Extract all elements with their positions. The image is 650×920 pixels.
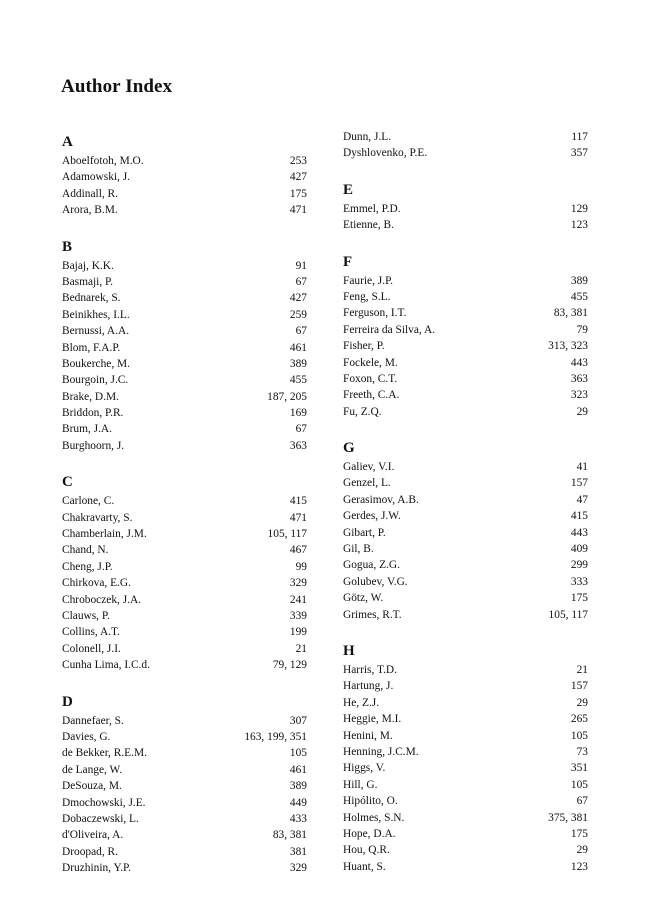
author-name: Addinall, R.	[62, 187, 119, 200]
author-name: Golubev, V.G.	[343, 575, 408, 588]
author-name: Etienne, B.	[343, 219, 394, 232]
index-entry	[62, 526, 307, 542]
index-section-c	[62, 471, 307, 673]
index-entry	[62, 844, 307, 860]
author-name: Aboelfotoh, M.O.	[62, 155, 144, 167]
page-numbers: 299	[570, 559, 588, 572]
page-numbers: 357	[570, 147, 588, 160]
page-numbers: 253	[289, 155, 307, 167]
page-numbers: 83, 381	[272, 829, 307, 842]
page-numbers: 313, 323	[548, 340, 588, 353]
page-numbers: 123	[570, 219, 588, 232]
author-name: DeSouza, M.	[62, 780, 122, 793]
index-entry	[343, 842, 588, 858]
page-numbers: 157	[570, 477, 588, 490]
index-entry	[62, 389, 307, 405]
index-entry	[343, 387, 588, 403]
author-name: Fockele, M.	[343, 356, 398, 369]
page-numbers: 427	[289, 292, 307, 305]
author-name: Brum, J.A.	[62, 423, 112, 436]
page-numbers: 105	[570, 778, 588, 791]
index-entry	[343, 201, 588, 217]
index-entry	[343, 557, 588, 573]
author-name: Dmochowski, J.E.	[62, 796, 146, 809]
author-name: Bajaj, K.K.	[62, 259, 114, 272]
author-name: Gerasimov, A.B.	[343, 493, 419, 506]
author-name: Gogua, Z.G.	[343, 559, 400, 572]
author-name: Henning, J.C.M.	[343, 745, 419, 758]
author-name: Burghoorn, J.	[62, 439, 125, 452]
page-numbers: 187, 205	[267, 390, 307, 403]
page-numbers: 91	[295, 259, 307, 272]
author-name: Bernussi, A.A.	[62, 325, 130, 338]
author-name: Grimes, R.T.	[343, 608, 402, 621]
index-entry	[62, 323, 307, 339]
author-name: Freeth, C.A.	[343, 389, 400, 402]
author-name: d'Oliveira, A.	[62, 829, 124, 842]
author-name: Bednarek, S.	[62, 292, 121, 305]
author-name: Dobaczewski, L.	[62, 812, 139, 825]
index-entry	[62, 356, 307, 372]
author-name: Hope, D.A.	[343, 827, 396, 840]
index-entry	[343, 777, 588, 793]
index-entry	[343, 695, 588, 711]
index-entry	[343, 590, 588, 606]
section-letter: F	[343, 253, 353, 270]
author-name: Droopad, R.	[62, 845, 118, 858]
author-name: Gerdes, J.W.	[343, 510, 401, 523]
author-name: He, Z.J.	[343, 696, 380, 709]
page-numbers: 73	[576, 745, 588, 758]
author-name: Heggie, M.I.	[343, 713, 402, 726]
author-name: Beinikhes, I.L.	[62, 308, 130, 321]
index-entry	[343, 574, 588, 590]
page-numbers: 375, 381	[548, 811, 588, 824]
author-name: Dunn, J.L.	[343, 131, 392, 143]
index-entry	[62, 493, 307, 509]
page-numbers: 29	[576, 696, 588, 709]
author-name: Blom, F.A.P.	[62, 341, 121, 354]
index-entry	[62, 713, 307, 729]
index-entry	[343, 217, 588, 233]
author-name: Druzhinin, Y.P.	[62, 862, 131, 875]
index-entry	[62, 153, 307, 169]
page-numbers: 339	[289, 609, 307, 622]
index-entry	[62, 745, 307, 761]
author-name: Boukerche, M.	[62, 357, 131, 370]
author-name: Emmel, P.D.	[343, 202, 401, 215]
index-entry	[343, 371, 588, 387]
index-entry	[343, 744, 588, 760]
index-entry	[343, 508, 588, 524]
author-name: Clauws, P.	[62, 609, 110, 622]
page-numbers: 47	[576, 493, 588, 506]
index-entry	[343, 760, 588, 776]
page-numbers: 169	[289, 407, 307, 420]
author-name: Dannefaer, S.	[62, 714, 124, 727]
index-entry	[343, 289, 588, 305]
page-numbers: 389	[289, 780, 307, 793]
index-entry	[62, 778, 307, 794]
page-numbers: 99	[295, 560, 307, 573]
page-numbers: 427	[289, 171, 307, 184]
index-entry	[62, 186, 307, 202]
page-numbers: 449	[289, 796, 307, 809]
author-name: Chroboczek, J.A.	[62, 593, 142, 606]
page-numbers: 67	[295, 423, 307, 436]
index-section-b	[62, 236, 307, 455]
page-numbers: 443	[570, 356, 588, 369]
index-column-right	[343, 129, 588, 892]
section-letter: C	[62, 474, 73, 491]
index-entry	[343, 859, 588, 875]
page-numbers: 307	[289, 714, 307, 727]
page-title: Author Index	[61, 76, 173, 97]
page-numbers: 329	[289, 862, 307, 875]
index-entry	[62, 575, 307, 591]
index-entry	[62, 438, 307, 454]
page-numbers: 129	[570, 202, 588, 215]
index-entry	[62, 542, 307, 558]
index-entry	[343, 711, 588, 727]
index-entry	[343, 338, 588, 354]
page-numbers: 409	[570, 543, 588, 556]
index-entry	[343, 492, 588, 508]
author-name: Basmaji, P.	[62, 275, 113, 288]
page-numbers: 455	[289, 374, 307, 387]
page-numbers: 323	[570, 389, 588, 402]
author-name: Higgs, V.	[343, 762, 386, 775]
author-name: Hartung, J.	[343, 680, 394, 693]
index-entry	[62, 202, 307, 218]
author-name: Arora, B.M.	[62, 204, 118, 217]
author-name: de Lange, W.	[62, 763, 123, 776]
author-name: Galiev, V.I.	[343, 461, 395, 474]
index-entry	[343, 273, 588, 289]
author-name: Harris, T.D.	[343, 663, 397, 676]
page-numbers: 433	[289, 812, 307, 825]
index-entry	[62, 290, 307, 306]
page-numbers: 351	[570, 762, 588, 775]
author-name: Colonell, J.I.	[62, 642, 121, 655]
index-entry	[343, 145, 588, 161]
page-numbers: 163, 199, 351	[244, 730, 307, 743]
author-name: Feng, S.L.	[343, 290, 391, 303]
page-numbers: 67	[295, 325, 307, 338]
page-numbers: 415	[289, 495, 307, 508]
index-entry	[343, 305, 588, 321]
index-section-a	[62, 131, 307, 219]
page-numbers: 389	[289, 357, 307, 370]
page-numbers: 415	[570, 510, 588, 523]
author-name: Chirkova, E.G.	[62, 577, 131, 590]
page-numbers: 29	[576, 844, 588, 857]
index-entry	[62, 421, 307, 437]
page-numbers: 329	[289, 577, 307, 590]
index-entry	[343, 129, 588, 145]
page-numbers: 455	[570, 290, 588, 303]
author-name: Chand, N.	[62, 544, 109, 557]
author-name: Gibart, P.	[343, 526, 386, 539]
index-entry	[343, 607, 588, 623]
author-name: Dyshlovenko, P.E.	[343, 147, 428, 160]
index-entry	[62, 258, 307, 274]
page-numbers: 67	[576, 795, 588, 808]
page-numbers: 265	[570, 713, 588, 726]
index-entry	[62, 274, 307, 290]
index-entry	[343, 459, 588, 475]
index-entry	[62, 762, 307, 778]
author-name: Chamberlain, J.M.	[62, 528, 147, 541]
index-entry	[62, 860, 307, 876]
page-numbers: 123	[570, 860, 588, 873]
page-numbers: 363	[289, 439, 307, 452]
index-entry	[62, 340, 307, 356]
author-name: Adamowski, J.	[62, 171, 131, 184]
author-name: Ferguson, I.T.	[343, 307, 407, 320]
page-numbers: 461	[289, 341, 307, 354]
page-numbers: 333	[570, 575, 588, 588]
page-numbers: 175	[289, 187, 307, 200]
author-name: Götz, W.	[343, 592, 384, 605]
author-name: Collins, A.T.	[62, 626, 121, 639]
index-entry	[62, 827, 307, 843]
page-numbers: 443	[570, 526, 588, 539]
section-letter: D	[62, 693, 73, 710]
index-entry	[343, 322, 588, 338]
author-name: Bourgoin, J.C.	[62, 374, 129, 387]
author-name: Huant, S.	[343, 860, 386, 873]
page-numbers: 67	[295, 275, 307, 288]
page-numbers: 21	[295, 642, 307, 655]
page-numbers: 381	[289, 845, 307, 858]
index-entry	[343, 525, 588, 541]
author-name: Briddon, P.R.	[62, 407, 124, 420]
author-name: Cheng, J.P.	[62, 560, 113, 573]
page-numbers: 105	[570, 729, 588, 742]
section-letter: B	[62, 238, 73, 255]
author-name: Holmes, S.N.	[343, 811, 405, 824]
author-name: Genzel, L.	[343, 477, 391, 490]
section-letter: G	[343, 440, 355, 457]
index-entry	[62, 624, 307, 640]
index-entry	[62, 559, 307, 575]
index-entry	[62, 729, 307, 745]
index-entry	[62, 592, 307, 608]
page-numbers: 157	[570, 680, 588, 693]
author-name: Fisher, P.	[343, 340, 385, 353]
page-numbers: 241	[289, 593, 307, 606]
page-numbers: 471	[289, 511, 307, 524]
author-name: de Bekker, R.E.M.	[62, 747, 147, 760]
author-name: Faurie, J.P.	[343, 274, 393, 287]
index-entry	[62, 307, 307, 323]
index-entry	[62, 510, 307, 526]
index-entry	[62, 608, 307, 624]
author-name: Fu, Z.Q.	[343, 405, 382, 418]
index-entry	[62, 641, 307, 657]
index-entry	[343, 404, 588, 420]
author-name: Gil, B.	[343, 543, 374, 556]
author-name: Chakravarty, S.	[62, 511, 133, 524]
page-numbers: 21	[576, 663, 588, 676]
author-name: Carlone, C.	[62, 495, 115, 508]
index-entry	[343, 826, 588, 842]
author-name: Brake, D.M.	[62, 390, 119, 403]
author-name: Henini, M.	[343, 729, 393, 742]
page-numbers: 259	[289, 308, 307, 321]
section-letter: E	[343, 181, 354, 198]
index-entry	[343, 678, 588, 694]
page-numbers: 105, 117	[267, 528, 307, 541]
page-numbers: 41	[576, 461, 588, 474]
index-entry	[62, 169, 307, 185]
index-entry	[343, 541, 588, 557]
index-entry	[343, 662, 588, 678]
index-entry	[62, 657, 307, 673]
page-numbers: 471	[289, 204, 307, 217]
index-entry	[343, 728, 588, 744]
index-section-e	[343, 179, 588, 234]
page-numbers: 79	[576, 323, 588, 336]
page-numbers: 467	[289, 544, 307, 557]
index-entry	[343, 793, 588, 809]
index-section-d	[62, 691, 307, 877]
page-numbers: 175	[570, 827, 588, 840]
page-numbers: 461	[289, 763, 307, 776]
author-name: Cunha Lima, I.C.d.	[62, 659, 150, 672]
index-column-left	[62, 131, 307, 893]
index-section-h	[343, 640, 588, 875]
index-entry	[343, 475, 588, 491]
index-entry	[62, 795, 307, 811]
section-letter: A	[62, 134, 73, 150]
index-entry	[62, 372, 307, 388]
page-numbers: 389	[570, 274, 588, 287]
index-section-continued	[343, 129, 588, 162]
page-numbers: 175	[570, 592, 588, 605]
index-entry	[62, 811, 307, 827]
page-numbers: 105	[289, 747, 307, 760]
page-numbers: 83, 381	[553, 307, 588, 320]
index-entry	[343, 810, 588, 826]
page-numbers: 199	[289, 626, 307, 639]
page-numbers: 363	[570, 372, 588, 385]
index-section-f	[343, 251, 588, 421]
author-name: Ferreira da Silva, A.	[343, 323, 436, 336]
index-entry	[343, 355, 588, 371]
page-numbers: 79, 129	[272, 659, 307, 672]
author-name: Hill, G.	[343, 778, 378, 791]
author-name: Hou, Q.R.	[343, 844, 390, 857]
index-entry	[62, 405, 307, 421]
index-section-g	[343, 437, 588, 623]
section-letter: H	[343, 642, 355, 659]
page-numbers: 117	[571, 131, 588, 143]
page-numbers: 29	[576, 405, 588, 418]
page-numbers: 105, 117	[548, 608, 588, 621]
author-name: Foxon, C.T.	[343, 372, 398, 385]
author-name: Hipólito, O.	[343, 795, 398, 808]
author-name: Davies, G.	[62, 730, 111, 743]
